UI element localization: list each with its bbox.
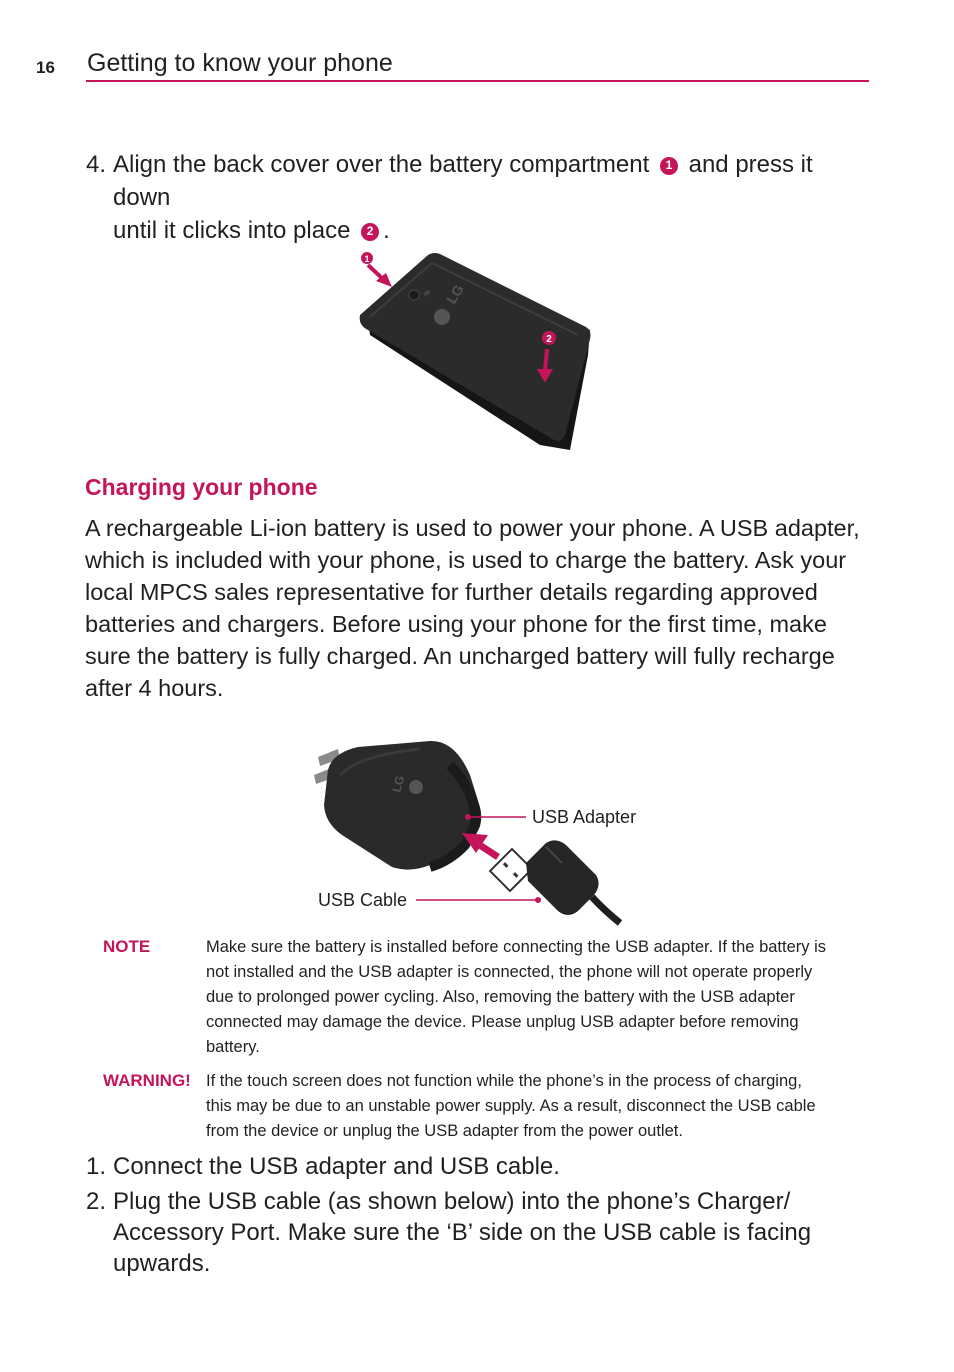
note-line: battery. (206, 1038, 260, 1056)
note-text (206, 935, 870, 1060)
section-title: Getting to know your phone (87, 49, 393, 77)
svg-text:LG: LG (389, 774, 408, 794)
camera-lens (409, 290, 419, 300)
paragraph-line: local MPCS sales representative for further details regarding approved (85, 579, 818, 605)
step-text: Plug the USB cable (as shown below) into the phone’s Charger/ (113, 1188, 791, 1215)
svg-text:LG: LG (442, 281, 467, 307)
page-number: 16 (36, 58, 55, 77)
step-text: Connect the USB adapter and USB cable. (113, 1153, 560, 1180)
step-text: until it clicks into place (113, 217, 351, 244)
step-text: Accessory Port. Make sure the ‘B’ side on the USB cable is facing (113, 1219, 812, 1246)
step-number: 1. (86, 1153, 107, 1180)
header-divider (86, 80, 869, 82)
step-text: Align the back cover over the battery compartment (113, 151, 650, 178)
step-text: . (383, 217, 390, 244)
note-line: Make sure the battery is installed before connecting the USB adapter. If the battery is (206, 938, 827, 956)
paragraph-line: A rechargeable Li-ion battery is used to power your phone. A USB adapter, (85, 515, 860, 541)
warning-line: from the device or unplug the USB adapter from the power outlet. (206, 1122, 683, 1140)
usb-cable-label: USB Cable (318, 890, 408, 910)
step-text: upwards. (113, 1250, 211, 1277)
warning-label: WARNING! (103, 1071, 191, 1090)
callout-badge-1: 1 (660, 157, 678, 175)
note-label: NOTE (103, 937, 151, 956)
step-2 (86, 1186, 876, 1279)
charging-paragraph (85, 512, 875, 704)
note-line: connected may damage the device. Please unplug USB adapter before removing (206, 1013, 799, 1031)
charging-heading: Charging your phone (85, 474, 318, 500)
paragraph-line: which is included with your phone, is used to charge the battery. Ask your (85, 547, 847, 573)
step-4 (86, 148, 876, 247)
svg-text:1: 1 (364, 254, 370, 264)
back-cover-illustration (350, 245, 610, 455)
callout-badge-2: 2 (361, 223, 379, 241)
step-text: and press it down (113, 151, 813, 211)
step-number: 4. (86, 151, 107, 178)
usb-cable (592, 897, 620, 923)
warning-text (206, 1069, 870, 1144)
note-line: due to prolonged power cycling. Also, removing the battery with the USB adapter (206, 988, 795, 1006)
paragraph-line: after 4 hours. (85, 675, 224, 701)
step-1 (86, 1150, 876, 1183)
svg-text:2: 2 (546, 334, 552, 345)
press-arrow-2 (545, 349, 547, 371)
note-line: not installed and the USB adapter is connected, the phone will not operate properly (206, 963, 813, 981)
usb-cable-head (526, 840, 599, 915)
usb-adapter-label: USB Adapter (532, 807, 637, 827)
paragraph-line: batteries and chargers. Before using your phone for the first time, make (85, 611, 827, 637)
warning-line: If the touch screen does not function while the phone’s in the process of charging, (206, 1072, 802, 1090)
step-number: 2. (86, 1188, 107, 1215)
paragraph-line: sure the battery is fully charged. An uncharged battery will fully recharge (85, 643, 835, 669)
warning-line: this may be due to an unstable power supply. As a result, disconnect the USB cable (206, 1097, 816, 1115)
